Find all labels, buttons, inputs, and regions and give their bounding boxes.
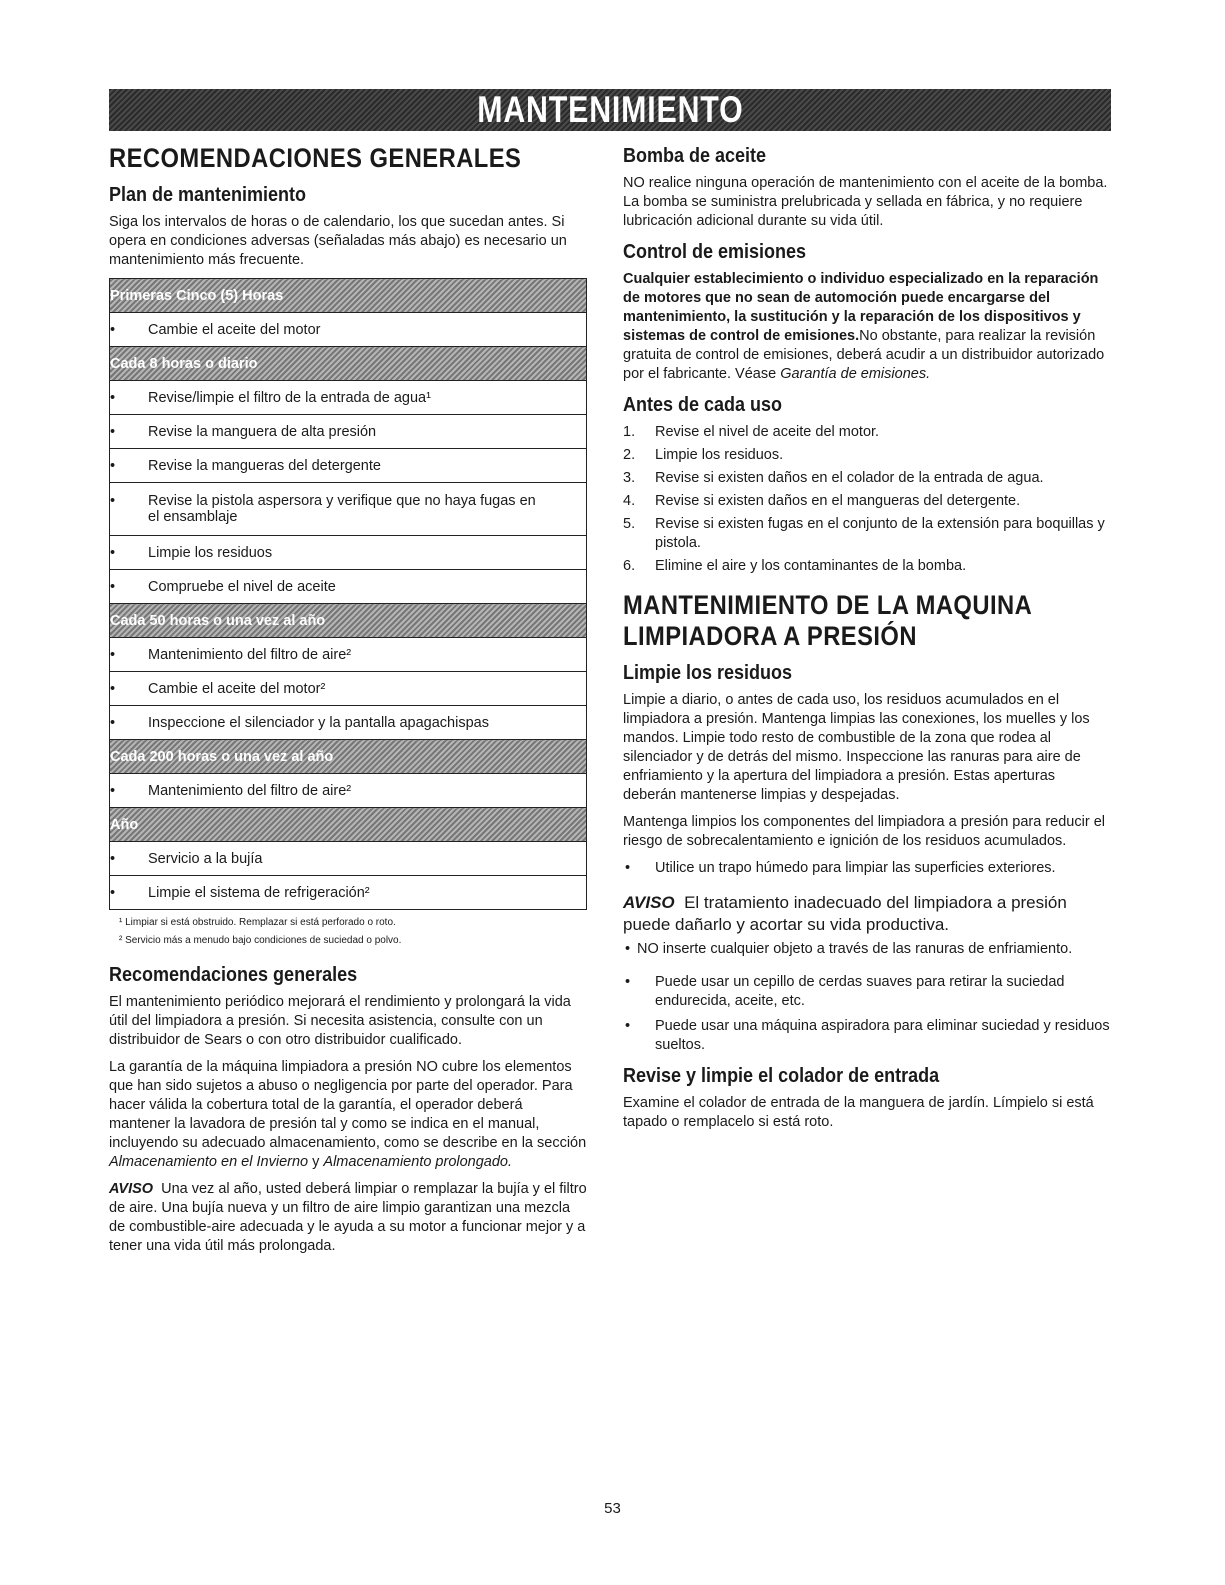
schedule-header: Cada 50 horas o una vez al año xyxy=(110,604,587,638)
section-banner xyxy=(109,89,1111,131)
schedule-header: Primeras Cinco (5) Horas xyxy=(110,279,587,313)
schedule-item: • Limpie los residuos xyxy=(110,536,587,570)
recommendations-heading: Recomendaciones generales xyxy=(109,964,358,987)
schedule-item: • Compruebe el nivel de aceite xyxy=(110,570,587,604)
schedule-item: • Inspeccione el silenciador y la pantalla apagachispas xyxy=(110,706,587,740)
aviso-warning: AVISO El tratamiento inadecuado del limpiadora a presión puede dañarlo y acortar su vida productiva. xyxy=(623,893,1067,935)
limpie-bullets xyxy=(623,859,1111,878)
colador-text: Examine el colador de entrada de la manguera de jardín. Límpielo si está tapado o remplacelo si está roto. xyxy=(623,1095,1094,1131)
schedule-item: • Servicio a la bujía xyxy=(110,842,587,876)
recommendations-text-1: El mantenimiento periódico mejorará el rendimiento y prolongará la vida útil del limpiadora a presión. Si necesita asistencia, consulte con un distribuidor de Sears o con otro distribuidor cualificado. xyxy=(109,994,571,1049)
list-item: • Puede usar un cepillo de cerdas suaves para retirar la suciedad endurecida, aceite, etc. xyxy=(625,974,1065,1010)
page-number: 53 xyxy=(604,1500,621,1517)
schedule-item: • Mantenimiento del filtro de aire² xyxy=(110,638,587,672)
bomba-text: NO realice ninguna operación de mantenimiento con el aceite de la bomba. La bomba se suministra prelubricada y sellada en fábrica, y no requiere lubricación adicional durante su vida útil. xyxy=(623,175,1108,229)
footnote-2: ² Servicio más a menudo bajo condiciones de suciedad o polvo. xyxy=(119,935,402,947)
list-item: 1. Revise el nivel de aceite del motor. xyxy=(623,424,880,440)
list-item: 5. Revise si existen fugas en el conjunto de la extensión para boquillas y pistola. xyxy=(623,516,1105,551)
antes-list xyxy=(623,423,1111,576)
schedule-item: • Cambie el aceite del motor xyxy=(110,313,587,347)
schedule-header: Año xyxy=(110,808,587,842)
schedule-item: • Revise la pistola aspersora y verifique que no haya fugas en el ensamblaje xyxy=(110,483,587,536)
aviso-note: AVISO Una vez al año, usted deberá limpiar o remplazar la bujía y el filtro de aire. Una bujía nueva y un filtro de aire limpio garantizan una mezcla de combustible-aire adecuada y le ayuda a su motor a funcionar mejor y a tener una vida útil más prolongada. xyxy=(109,1181,587,1255)
bomba-heading: Bomba de aceite xyxy=(623,145,767,167)
limpie-text-1: Limpie a diario, o antes de cada uso, los residuos acumulados en el limpiadora a presión. Mantenga limpias las conexiones, los muelles y los mandos. Limpie todo resto de combustible de la zona que rodea al silenciador y de detrás del mismo. Inspeccione las ranuras para aire de enfriamiento y la apertura del limpiadora a presión. Estas aperturas deberán mantenerse limpias y despejadas. xyxy=(623,692,1090,804)
schedule-item: • Revise/limpie el filtro de la entrada de agua¹ xyxy=(110,381,587,415)
aviso-bullets xyxy=(623,940,1111,959)
limpie-text-2: Mantenga limpios los componentes del limpiadora a presión para reducir el riesgo de sobrecalentamiento e ignición de los residuos acumulados. xyxy=(623,814,1105,850)
footnote-1: ¹ Limpiar si está obstruido. Remplazar si está perforado o roto. xyxy=(119,917,396,929)
list-item: 2. Limpie los residuos. xyxy=(623,447,784,463)
banner-title: MANTENIMIENTO xyxy=(476,89,744,130)
control-text: Cualquier establecimiento o individuo especializado en la reparación de motores que no sean de automoción puede encargarse del mantenimiento, la sustitución y la reparación de los dispositivos y sistemas de control de emisiones.No obstante, para realizar la revisión gratuita de control de emisiones, deberá acudir a un distribuidor autorizado por el fabricante. Véase Garantía de emisiones. xyxy=(623,271,1105,382)
list-item: • Puede usar una máquina aspiradora para eliminar suciedad y residuos sueltos. xyxy=(625,1018,1110,1054)
list-item: 6. Elimine el aire y los contaminantes de la bomba. xyxy=(623,558,967,574)
schedule-item: • Mantenimiento del filtro de aire² xyxy=(110,774,587,808)
control-heading: Control de emisiones xyxy=(623,241,807,263)
schedule-item: • Cambie el aceite del motor² xyxy=(110,672,587,706)
left-column xyxy=(109,143,587,1264)
right-column xyxy=(623,143,1111,1140)
schedule-header: Cada 200 horas o una vez al año xyxy=(110,740,587,774)
schedule-item: • Limpie el sistema de refrigeración² xyxy=(110,876,587,910)
extra-bullets xyxy=(623,973,1111,1055)
list-item: • NO inserte cualquier objeto a través de las ranuras de enfriamiento. xyxy=(625,941,1073,958)
limpie-heading: Limpie los residuos xyxy=(623,662,793,685)
maquina-title: MANTENIMIENTO DE LA MAQUINA LIMPIADORA A PRESIÓN xyxy=(623,590,1033,652)
list-item: • Utilice un trapo húmedo para limpiar las superficies exteriores. xyxy=(625,860,1056,877)
aviso-label: AVISO xyxy=(109,1181,154,1198)
schedule-item: • Revise la manguera de alta presión xyxy=(110,415,587,449)
list-item: 3. Revise si existen daños en el colador de la entrada de agua. xyxy=(623,470,1044,486)
maintenance-schedule-table xyxy=(109,278,587,910)
plan-text: Siga los intervalos de horas o de calendario, los que sucedan antes. Si opera en condiciones adversas (señaladas más abajo) es necesario un mantenimiento más frecuente. xyxy=(109,214,567,269)
recommendations-text-2: La garantía de la máquina limpiadora a presión NO cubre los elementos que han sido sujetos a abuso o negligencia por parte del operador. Para hacer válida la cobertura total de la garantía, el operador deberá mantener la lavadora de presión tal y como se indica en el manual, incluyendo su adecuado almacenamiento, como se describe en la sección Almacenamiento en el Invierno y Almacenamiento prolongado. xyxy=(109,1059,587,1171)
page-title: RECOMENDACIONES GENERALES xyxy=(109,143,522,173)
list-item: 4. Revise si existen daños en el mangueras del detergente. xyxy=(623,493,1021,509)
schedule-header: Cada 8 horas o diario xyxy=(110,347,587,381)
schedule-item: • Revise la mangueras del detergente xyxy=(110,449,587,483)
colador-heading: Revise y limpie el colador de entrada xyxy=(623,1065,940,1088)
antes-heading: Antes de cada uso xyxy=(623,394,783,416)
aviso-label: AVISO xyxy=(623,893,675,913)
plan-heading: Plan de mantenimiento xyxy=(109,184,307,207)
